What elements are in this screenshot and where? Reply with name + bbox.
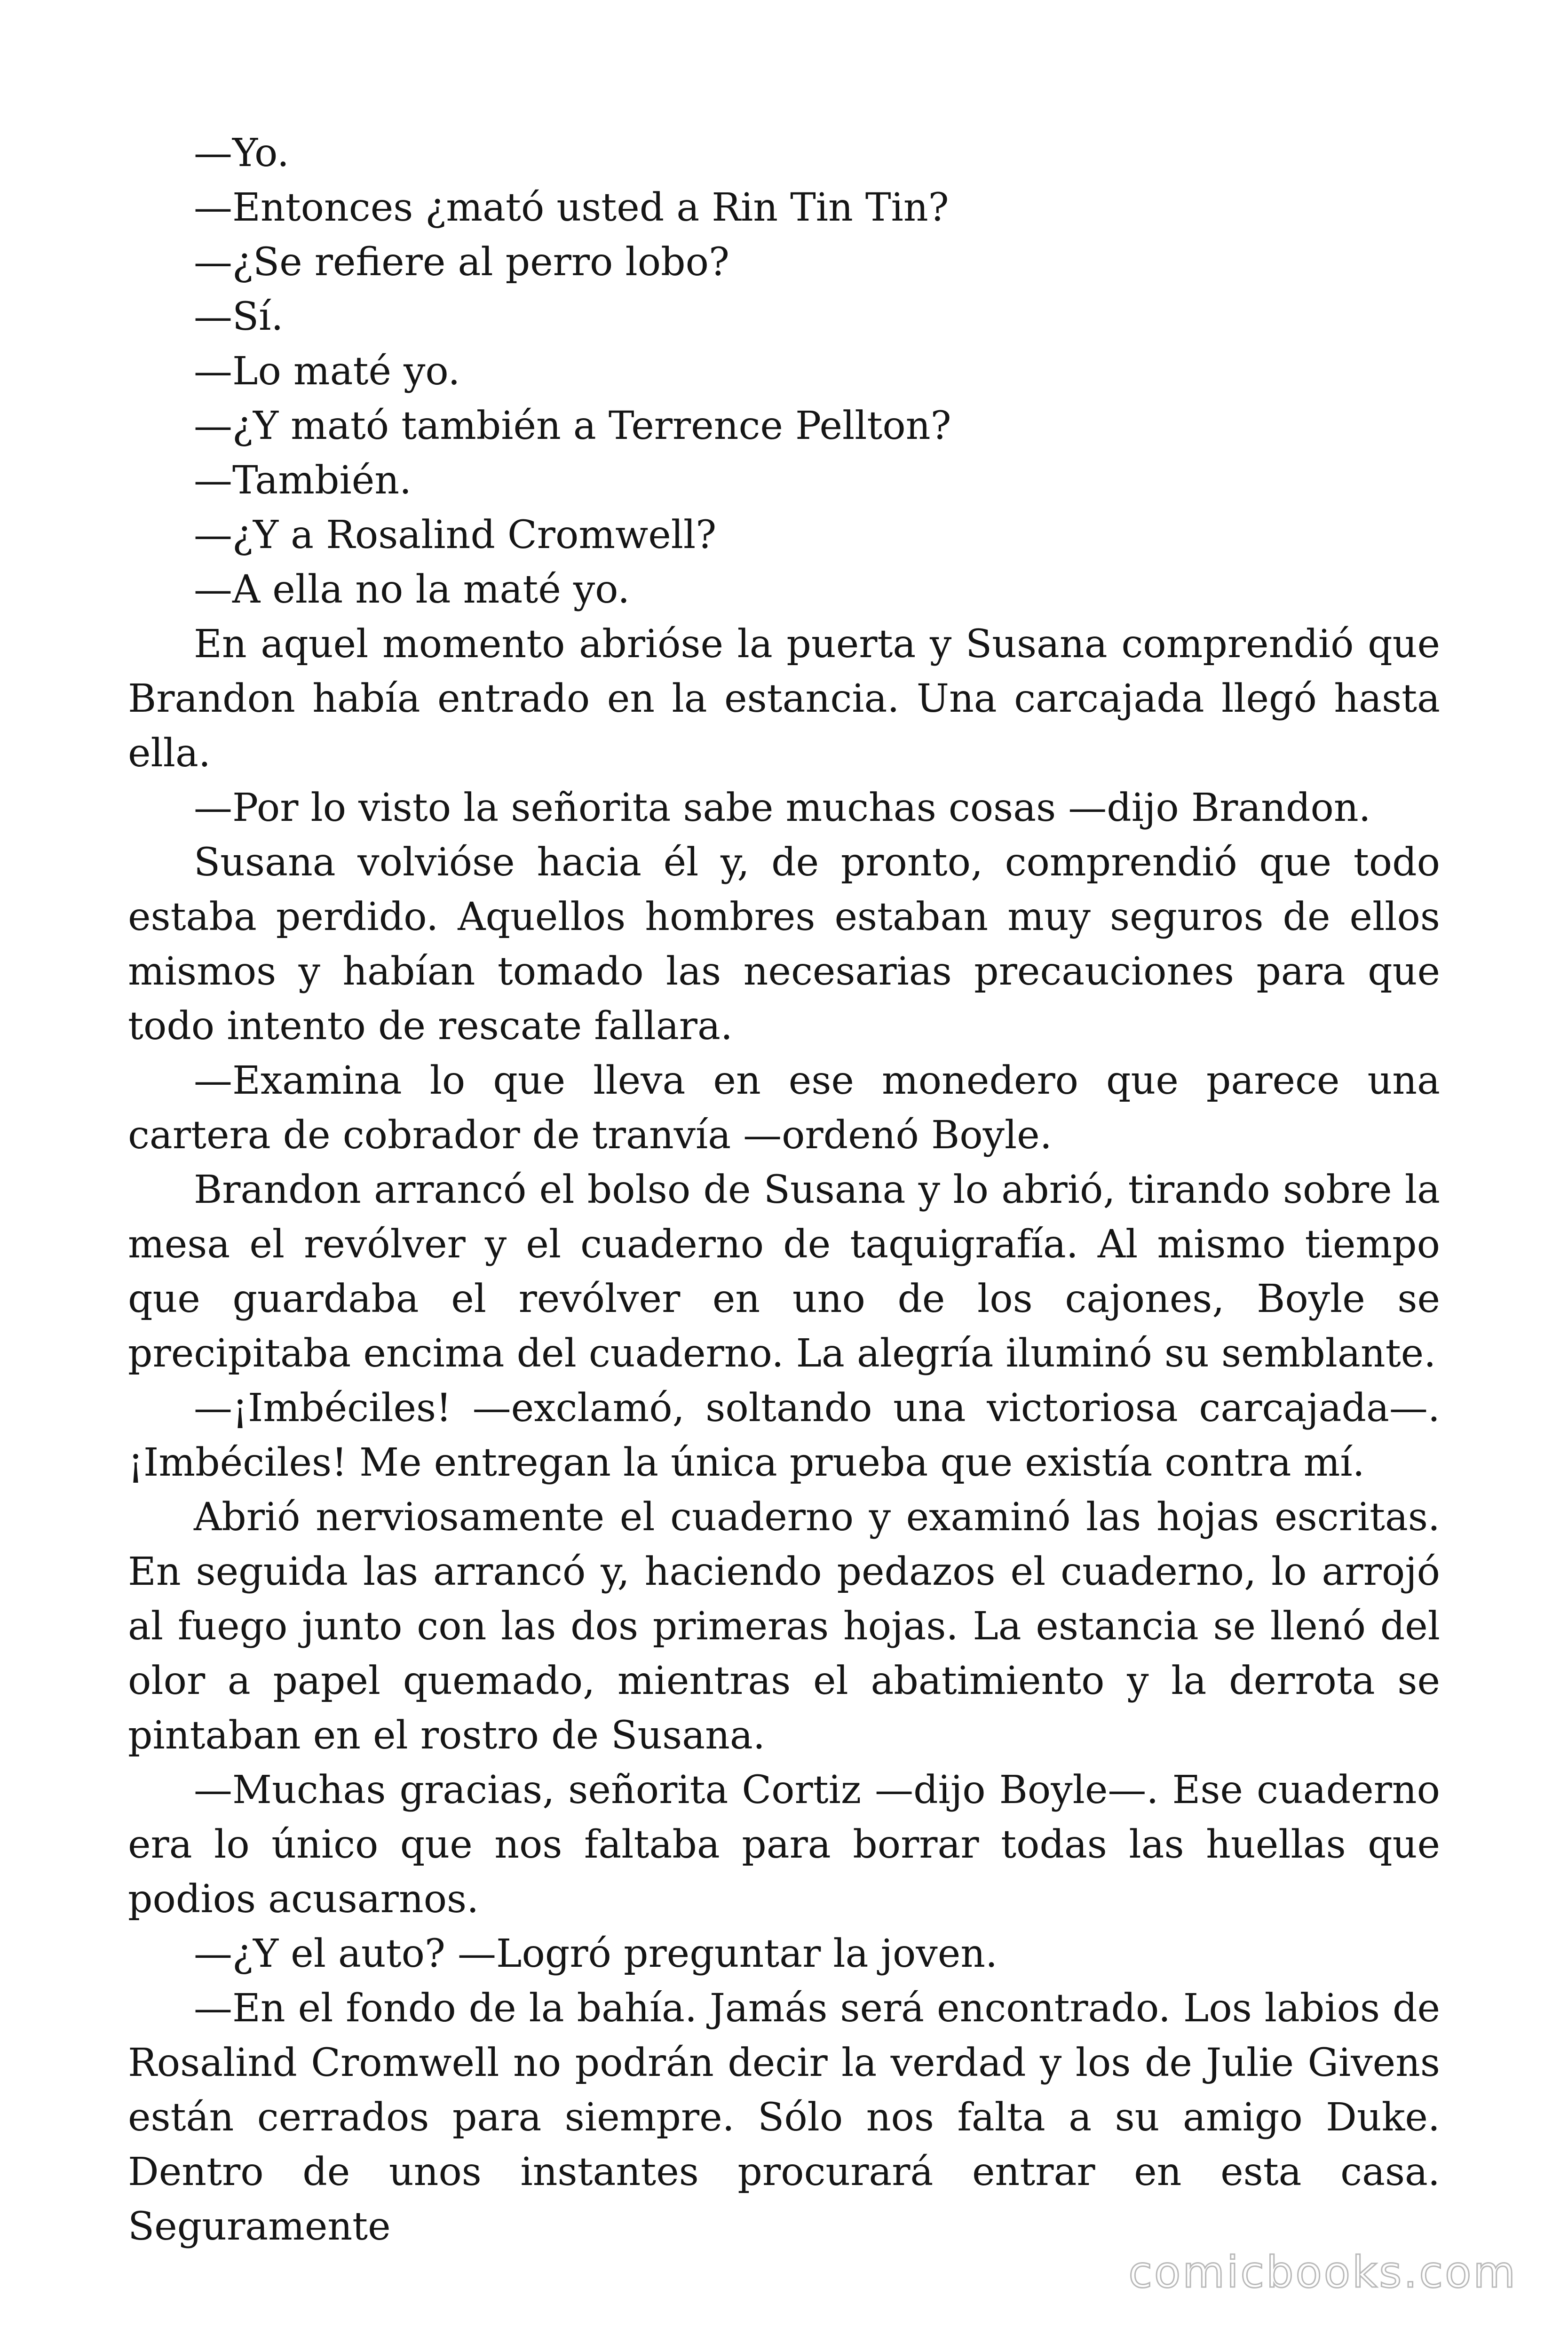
paragraph: —¿Y mató también a Terrence Pellton? xyxy=(194,404,951,448)
paragraph: Abrió nerviosamente el cuaderno y examinó las hojas escritas. En seguida las arrancó y, haciendo pedazos el cuaderno, lo arrojó al fuego junto con las dos primeras hojas. La estancia se llenó del olor a papel quemado, mientras el abatimiento y la derrota se pintaban en el rostro de Susana. xyxy=(128,1495,1440,1758)
site-watermark: comicbooks.com xyxy=(1128,2247,1517,2297)
paragraph: —Yo. xyxy=(194,131,289,175)
paragraph: En aquel momento abrióse la puerta y Susana comprendió que Brandon había entrado en la estancia. Una carcajada llegó hasta ella. xyxy=(128,622,1440,776)
paragraph: —Lo maté yo. xyxy=(194,349,460,394)
paragraph: —¿Y a Rosalind Cromwell? xyxy=(194,513,717,557)
paragraph: —Por lo visto la señorita sabe muchas cosas —dijo Brandon. xyxy=(194,786,1371,830)
paragraph: Brandon arrancó el bolso de Susana y lo abrió, tirando sobre la mesa el revólver y el cuaderno de taquigrafía. Al mismo tiempo que guardaba el revólver en uno de los cajones, Boyle se precipitaba encima del cuaderno. La alegría iluminó su semblante. xyxy=(128,1168,1440,1376)
paragraph: —Entonces ¿mató usted a Rin Tin Tin? xyxy=(194,185,949,230)
paragraph-continued: —En el fondo de la bahía. Jamás será encontrado. Los labios de Rosalind Cromwell no podrán decir la verdad y los de Julie Givens están cerrados para siempre. Sólo nos falta a su amigo Duke. Dentro de unos instantes procurará entrar en esta casa. Seguramente xyxy=(128,1986,1440,2249)
book-page-text xyxy=(128,126,1440,2254)
paragraph: —Sí. xyxy=(194,294,284,339)
paragraph: —¿Y el auto? —Logró preguntar la joven. xyxy=(194,1931,998,1976)
paragraph: —A ella no la maté yo. xyxy=(194,567,630,612)
paragraph: —Muchas gracias, señorita Cortiz —dijo Boyle—. Ese cuaderno era lo único que nos faltaba para borrar todas las huellas que podios acusarnos. xyxy=(128,1768,1440,1922)
paragraph: —También. xyxy=(194,458,412,503)
paragraph: —¿Se refiere al perro lobo? xyxy=(194,240,729,285)
paragraph: —Examina lo que lleva en ese monedero que parece una cartera de cobrador de tranvía —ordenó Boyle. xyxy=(128,1058,1440,1158)
paragraph: Susana volvióse hacia él y, de pronto, comprendió que todo estaba perdido. Aquellos hombres estaban muy seguros de ellos mismos y habían tomado las necesarias precauciones para que todo intento de rescate fallara. xyxy=(128,840,1440,1049)
paragraph: —¡Imbéciles! —exclamó, soltando una victoriosa carcajada—. ¡Imbéciles! Me entregan la única prueba que existía contra mí. xyxy=(128,1386,1440,1485)
